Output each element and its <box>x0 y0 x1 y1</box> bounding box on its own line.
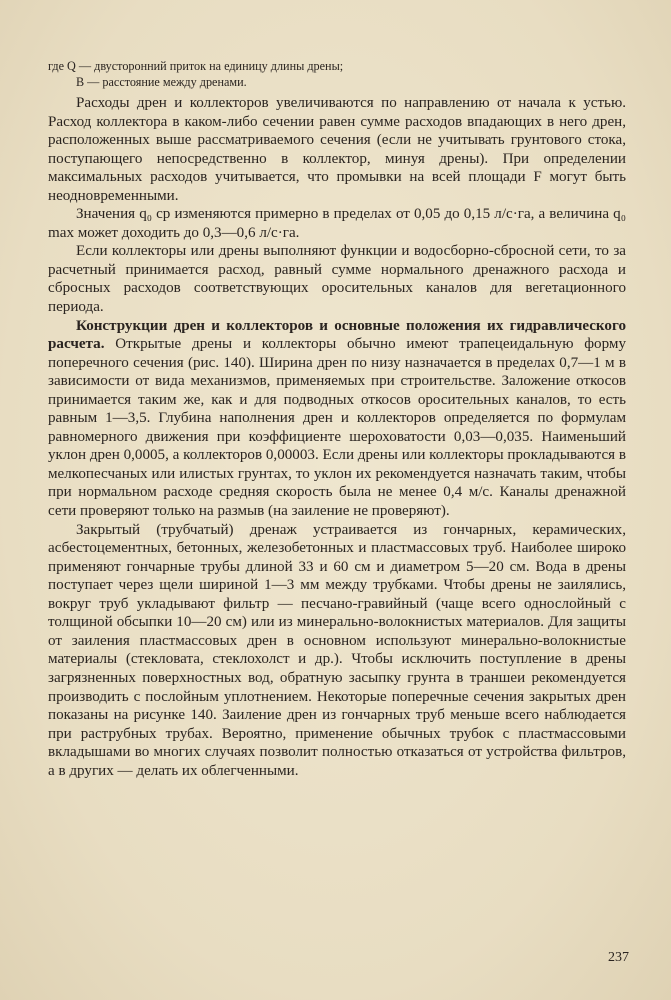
paragraph-closed-drainage: Закрытый (трубчатый) дренаж устраивается из гончарных, керамических, асбестоцементных, бетонных, железобетонных и пластмассовых труб. Наиболее широко применяют гончарные трубы длиной 33 и 60 см и диаметром 5—20 см. Вода в дрены поступает через щели шириной 1—3 мм между трубками. Чтобы дрены не заилялись, вокруг труб укладывают фильтр — песчано-гравийный (чаще всего однослойный с толщиной обсыпки 10—20 см) или из минерально-волокнистых материалов. Для защиты от заиления пластмассовых дрен в основном используют минерально-волокнистые материалы (стекловата, стеклохолст и др.). Чтобы исключить поступление в дрены загрязненных поверхностных вод, обратную засыпку грунта в траншеи рекомендуется производить с послойным уплотнением. Некоторые поперечные сечения закрытых дрен показаны на рисунке 140. Заиление дрен из гончарных труб меньше всего наблюдается при раструбных трубах. Вероятно, применение обычных трубок с пластмассовыми вкладышами во многих случаях позволит полностью отказаться от устройства фильтров, а в других — делать их облегченными. <box>48 521 626 779</box>
paragraph-constructions: Конструкции дрен и коллекторов и основные положения их гидравлического расчета. Открытые дрены и коллекторы обычно имеют трапецеидальную форму поперечного сечения (рис. 140). Ширина дрен по низу назначается в пределах 0,7—1 м в зависимости от вида механизмов, применяемых при строительстве. Заложение откосов принимается таким же, как и для подводных откосов оросительных каналов, то есть равным 1—3,5. Глубина наполнения дрен и коллекторов определяется по формулам равномерного движения при коэффициенте шероховатости 0,03—0,035. Наименьший уклон дрен 0,0005, а коллекторов 0,00003. Если дрены или коллекторы прокладываются в мелкопесчаных или илистых грунтах, то уклон их рекомендуется назначать таким, чтобы при нормальном расходе средняя скорость была не менее 0,4 м/с. Каналы дренажной сети проверяют только на размыв (на заиление не проверяют). <box>48 317 626 520</box>
page-body <box>48 58 626 780</box>
variable-definitions <box>48 58 626 90</box>
section-heading: Конструкции дрен и коллекторов и основные положения их гидравлического расчета. <box>48 317 626 353</box>
paragraph-values: Значения q₀ cp изменяются примерно в пределах от 0,05 до 0,15 л/с·га, а величина q₀ max может доходить до 0,3—0,6 л/с·га. <box>48 206 626 241</box>
page-number: 237 <box>608 950 629 965</box>
definition-q: где Q — двусторонний приток на единицу длины дрены; <box>48 59 344 73</box>
paragraph-collectors: Если коллекторы или дрены выполняют функции и водосборно-сбросной сети, то за расчетный принимается расход, равный сумме нормального дренажного расхода и сбросных расходов соответствующих оросительных каналов для вегетационного периода. <box>48 243 626 316</box>
definition-b: B — расстояние между дренами. <box>76 75 247 89</box>
paragraph-flows: Расходы дрен и коллекторов увеличиваются по направлению от начала к устью. Расход коллектора в каком-либо сечении равен сумме расходов впадающих в него дрен, расположенных выше рассматриваемого сечения (если не учитывать грунтового стока, поступающего непосредственно в коллектор, минуя дрены). При определении максимальных расходов учитывается, что промывки на всей площади F могут быть неодновременными. <box>48 95 626 204</box>
